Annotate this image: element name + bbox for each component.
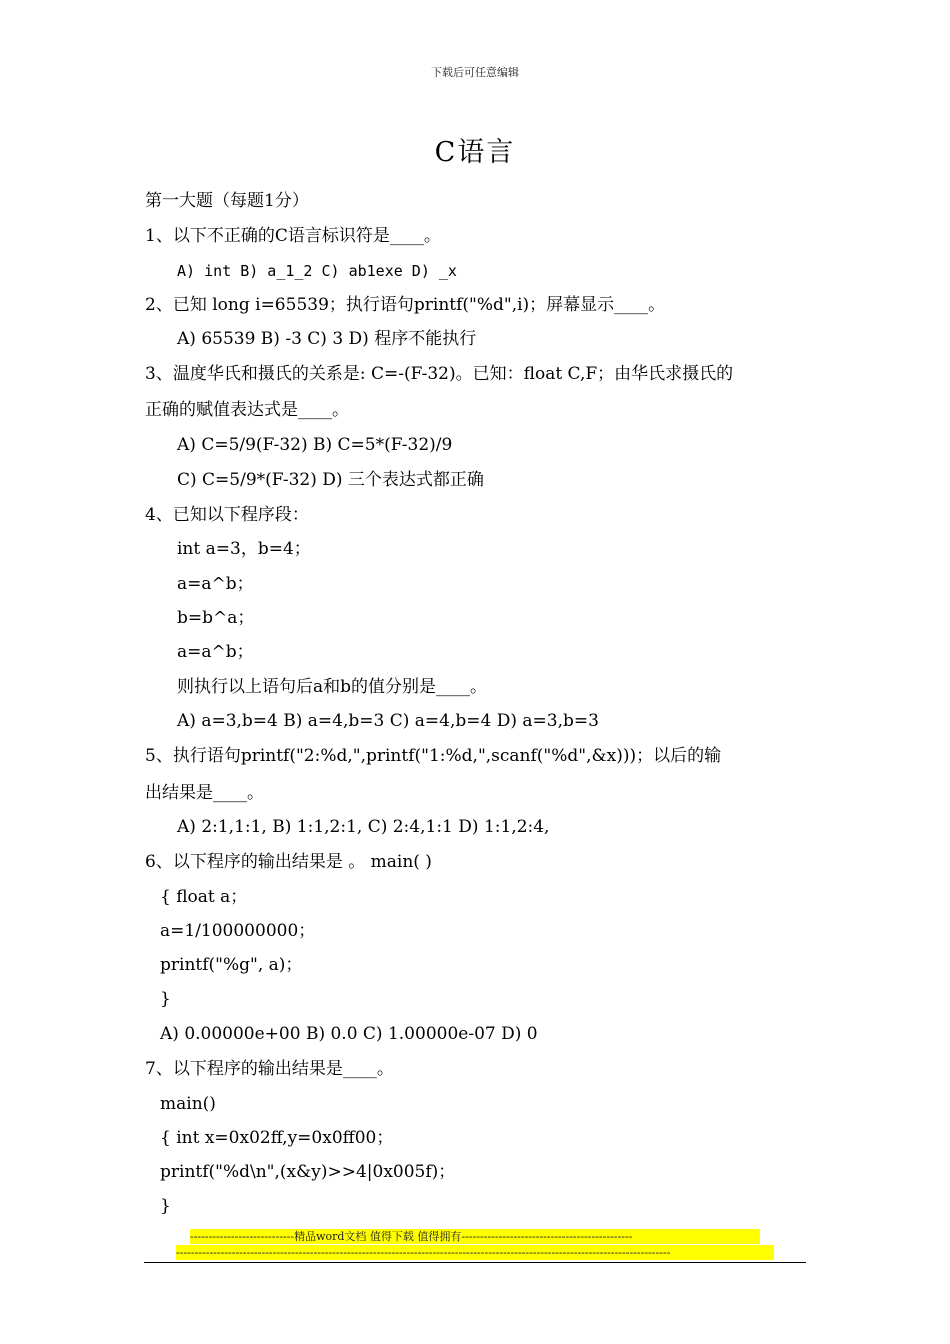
question-3: 3、温度华氏和摄氏的关系是: C=-(F-32)。已知：float C,F；由华氏求摄氏的 xyxy=(145,364,734,384)
code-line: a=a^b； xyxy=(177,642,254,662)
code-line: } xyxy=(160,1196,171,1216)
code-line: { float a； xyxy=(160,887,248,907)
question-2: 2、已知 long i=65539；执行语句printf("%d",i)；屏幕显示____。 xyxy=(145,295,666,315)
question-6-options: A) 0.00000e+00 B) 0.0 C) 1.00000e-07 D) 0 xyxy=(160,1024,538,1044)
question-5-cont: 出结果是____。 xyxy=(145,783,264,803)
question-5-options: A) 2:1,1:1, B) 1:1,2:1, C) 2:4,1:1 D) 1:1,2:4, xyxy=(177,817,550,837)
question-3-options-b: C) C=5/9*(F-32) D) 三个表达式都正确 xyxy=(177,470,484,490)
code-line: { int x=0x02ff,y=0x0ff00； xyxy=(160,1128,394,1148)
code-line: a=1/100000000； xyxy=(160,921,316,941)
footer-rule xyxy=(144,1262,806,1263)
code-line: printf("%g", a)； xyxy=(160,955,303,975)
question-2-options: A) 65539 B) -3 C) 3 D) 程序不能执行 xyxy=(177,329,477,349)
code-line: b=b^a； xyxy=(177,608,255,628)
footer-dashes: ------------------------------------------------------------------------------------------------------------------------------------- xyxy=(176,1245,774,1260)
question-5: 5、执行语句printf("2:%d,",printf("1:%d,",scanf("%d",&x)))；以后的输 xyxy=(145,746,722,766)
question-4-prompt: 则执行以上语句后a和b的值分别是____。 xyxy=(177,677,488,697)
code-line: int a=3，b=4； xyxy=(177,539,311,559)
question-6: 6、以下程序的输出结果是 。 main( ) xyxy=(145,852,432,872)
code-line: a=a^b； xyxy=(177,574,254,594)
document-title: C语言 xyxy=(434,137,516,168)
question-1: 1、以下不正确的C语言标识符是____。 xyxy=(145,226,441,246)
question-3-cont: 正确的赋值表达式是____。 xyxy=(145,400,349,420)
footer-banner: ----------------------------精品word文档 值得下载 值得拥有---------------------------------------------- xyxy=(190,1229,760,1244)
code-line: } xyxy=(160,989,171,1009)
question-4: 4、已知以下程序段： xyxy=(145,505,309,525)
section-title: 第一大题（每题1分） xyxy=(145,191,309,211)
question-4-options: A) a=3,b=4 B) a=4,b=3 C) a=4,b=4 D) a=3,b=3 xyxy=(177,711,599,731)
code-line: printf("%d\n",(x&y)>>4|0x005f)； xyxy=(160,1162,456,1182)
question-3-options-a: A) C=5/9(F-32) B) C=5*(F-32)/9 xyxy=(177,435,453,455)
page-header-note: 下载后可任意编辑 xyxy=(431,66,519,79)
code-line: main() xyxy=(160,1094,216,1114)
question-7: 7、以下程序的输出结果是____。 xyxy=(145,1059,394,1079)
question-1-options: A) int B) a_1_2 C) ab1exe D) _x xyxy=(177,262,457,280)
